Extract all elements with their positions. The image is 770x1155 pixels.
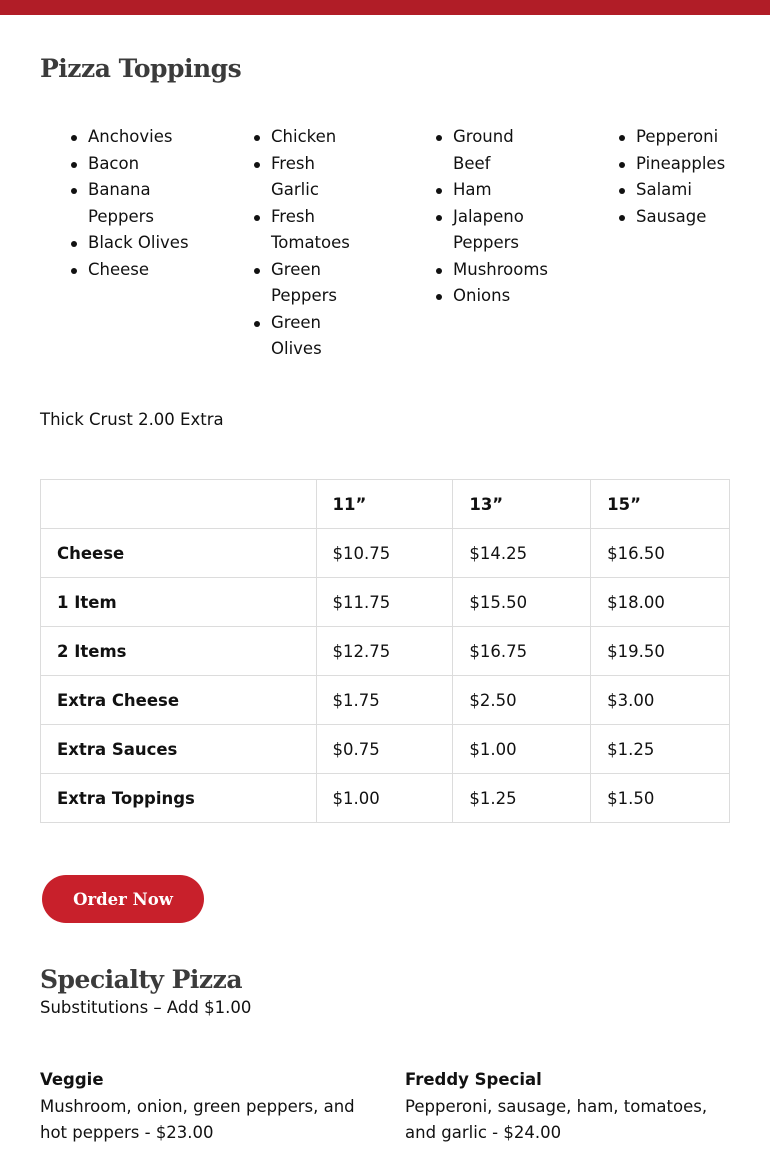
topping-label: Anchovies: [88, 127, 173, 146]
topping-label: Pepperoni: [636, 127, 719, 146]
topping-label: Peppers: [271, 286, 337, 305]
pizza-card-freddy-special: [405, 1067, 735, 1147]
topping-item: [40, 151, 189, 178]
row-label-cell: Extra Toppings: [41, 774, 317, 823]
price-cell: $1.75: [316, 676, 453, 725]
price-cell: $19.50: [591, 627, 730, 676]
toppings-column-1: [40, 124, 189, 283]
topping-item: [223, 124, 350, 151]
row-label-cell: 1 Item: [41, 578, 317, 627]
topping-label: Pineapples: [636, 153, 726, 173]
topping-label: Mushrooms: [453, 259, 549, 279]
topping-label: Tomatoes: [271, 233, 350, 252]
row-label-cell: Extra Cheese: [41, 676, 317, 725]
table-header-row: [41, 480, 730, 529]
pizza-name: Freddy Special: [405, 1070, 542, 1089]
topping-item: [405, 177, 548, 204]
price-table: [40, 479, 730, 823]
price-cell: $1.25: [591, 725, 730, 774]
topping-item: [405, 283, 548, 310]
toppings-column-2: [223, 124, 350, 363]
topping-label: Fresh: [271, 206, 315, 226]
price-cell: $16.50: [591, 529, 730, 578]
table-header-cell: 13”: [453, 480, 591, 529]
table-header-cell: 11”: [316, 480, 453, 529]
topping-label: Jalapeno: [453, 206, 524, 226]
toppings-heading: Pizza Toppings: [40, 54, 242, 83]
topping-label: Green: [271, 259, 321, 279]
topping-label: Peppers: [88, 206, 154, 226]
topping-item: [40, 177, 189, 230]
topping-label: Fresh: [271, 153, 315, 173]
topping-label: Banana: [88, 180, 151, 199]
table-row: [41, 529, 730, 578]
price-cell: $12.75: [316, 627, 453, 676]
price-cell: $1.50: [591, 774, 730, 823]
header-bar: [0, 0, 770, 15]
table-header-cell: [41, 480, 317, 529]
topping-item: [588, 204, 725, 231]
topping-label: Onions: [453, 286, 511, 305]
row-label-cell: Cheese: [41, 529, 317, 578]
topping-item: [588, 124, 725, 151]
price-cell: $1.25: [453, 774, 591, 823]
topping-item: [223, 310, 350, 363]
topping-label: Sausage: [636, 206, 707, 226]
price-cell: $0.75: [316, 725, 453, 774]
table-row: [41, 578, 730, 627]
price-cell: $15.50: [453, 578, 591, 627]
topping-item: [223, 257, 350, 310]
table-header-cell: 15”: [591, 480, 730, 529]
table-row: [41, 627, 730, 676]
topping-label: Cheese: [88, 259, 150, 279]
price-cell: $18.00: [591, 578, 730, 627]
topping-item: [405, 257, 548, 284]
topping-item: [40, 257, 189, 284]
topping-label: Chicken: [271, 127, 337, 146]
topping-label: Bacon: [88, 153, 140, 173]
topping-item: [588, 177, 725, 204]
specialty-heading: Specialty Pizza: [40, 965, 243, 994]
topping-item: [405, 124, 548, 177]
row-label-cell: Extra Sauces: [41, 725, 317, 774]
price-cell: $14.25: [453, 529, 591, 578]
topping-item: [40, 124, 189, 151]
table-row: [41, 774, 730, 823]
topping-label: Green: [271, 312, 321, 332]
topping-item: [223, 204, 350, 257]
pizza-description: Pepperoni, sausage, ham, tomatoes, and garlic - $24.00: [405, 1096, 708, 1142]
topping-item: [588, 151, 725, 178]
topping-item: [405, 204, 548, 257]
price-cell: $1.00: [453, 725, 591, 774]
table-row: [41, 725, 730, 774]
topping-label: Olives: [271, 339, 322, 358]
table-row: [41, 676, 730, 725]
price-cell: $11.75: [316, 578, 453, 627]
thick-crust-note: Thick Crust 2.00 Extra: [40, 410, 224, 429]
topping-label: Garlic: [271, 180, 319, 199]
price-cell: $10.75: [316, 529, 453, 578]
topping-label: Black Olives: [88, 233, 189, 252]
topping-label: Peppers: [453, 233, 519, 252]
row-label-cell: 2 Items: [41, 627, 317, 676]
topping-label: Beef: [453, 153, 491, 173]
substitutions-note: Substitutions – Add $1.00: [40, 998, 252, 1017]
order-now-button[interactable]: Order Now: [42, 875, 204, 923]
price-cell: $16.75: [453, 627, 591, 676]
pizza-card-veggie: [40, 1067, 370, 1147]
toppings-column-4: [588, 124, 725, 230]
topping-label: Salami: [636, 180, 692, 199]
topping-item: [223, 151, 350, 204]
toppings-column-3: [405, 124, 548, 310]
pizza-name: Veggie: [40, 1070, 104, 1089]
price-cell: $1.00: [316, 774, 453, 823]
topping-item: [40, 230, 189, 257]
price-cell: $3.00: [591, 676, 730, 725]
topping-label: Ham: [453, 180, 492, 199]
price-cell: $2.50: [453, 676, 591, 725]
topping-label: Ground: [453, 127, 514, 146]
pizza-description: Mushroom, onion, green peppers, and hot peppers - $23.00: [40, 1096, 355, 1142]
